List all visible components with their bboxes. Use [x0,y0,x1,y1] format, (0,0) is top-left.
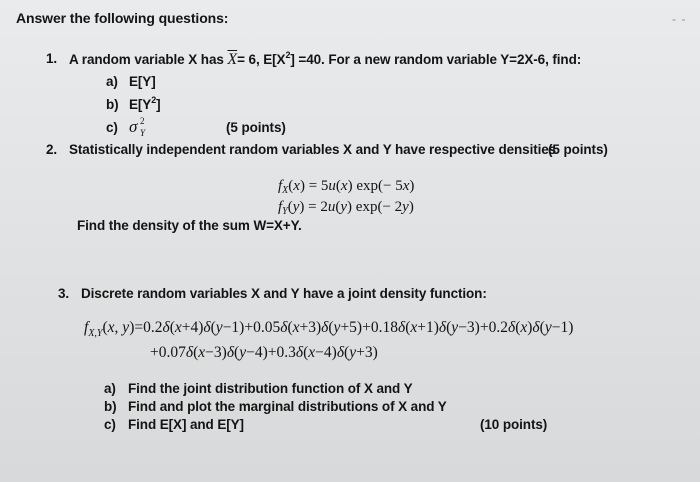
q3-c-text: Find E[X] and E[Y] [128,417,244,432]
joint-density-equation [84,314,684,369]
q2-text: Statistically independent random variables X and Y have respective densities [69,142,557,157]
q1-b-label: b) [106,97,119,112]
q3-b-label: b) [104,399,117,414]
eq3-line2: +0.07δ(x−3)δ(y−4)+0.3δ(x−4)δ(y+3) [150,344,378,361]
q1-stem: A random variable X has $\overline{X}= 6$, $E[X^2] =40$. For a new random variable Y=2X-6, find: [69,50,582,68]
q3-points: (10 points) [480,417,548,432]
eq-fx: $f_X(x) = 5u(x)$ exp(− 5x) [278,178,415,196]
density-equations [278,175,468,219]
q3-c-label: c) [104,417,116,432]
svg-text:σ: σ [129,117,138,136]
q2-number: 2. [46,142,58,157]
q1-b-text: $E[Y^2]$ [129,95,161,112]
svg-text:Y: Y [140,128,146,138]
eq-fy: $f_Y(y) = 2u(y)$ exp(− 2y) [278,199,414,217]
svg-text:2: 2 [140,116,145,126]
q3-a-label: a) [104,381,116,396]
eq3-line1: $f_{X,Y}(x$, y)=0.2δ(x+4)δ(y−1)+0.05δ(x+3)δ(y+5)+0.18δ(x+1)δ(y−3)+0.2δ(x)δ(y−1) [84,319,574,339]
q3-b-text: Find and plot the marginal distributions of X and Y [128,399,447,414]
q3-a-text: Find the joint distribution function of X and Y [128,381,413,396]
sigma-squared-y [128,113,164,144]
x-bar: $\overline{X}$ [227,51,238,68]
density-fx-equation [278,175,468,224]
sigma-y-squared-formula [128,113,164,139]
q1-points: (5 points) [226,120,286,135]
q3-text: Discrete random variables X and Y have a joint density function: [81,286,487,301]
q3-number: 3. [58,286,70,301]
joint-density-svg [84,314,684,364]
q1-a-text: E[Y] [129,74,156,89]
q1-c-label: c) [106,120,118,135]
corner-mark: - - [672,12,687,26]
page-title: Answer the following questions: [16,10,229,26]
q1-number: 1. [46,51,58,66]
q2-points: (5 points) [548,142,608,157]
q2-find: Find the density of the sum W=X+Y. [77,218,302,233]
q1-a-label: a) [106,74,118,89]
